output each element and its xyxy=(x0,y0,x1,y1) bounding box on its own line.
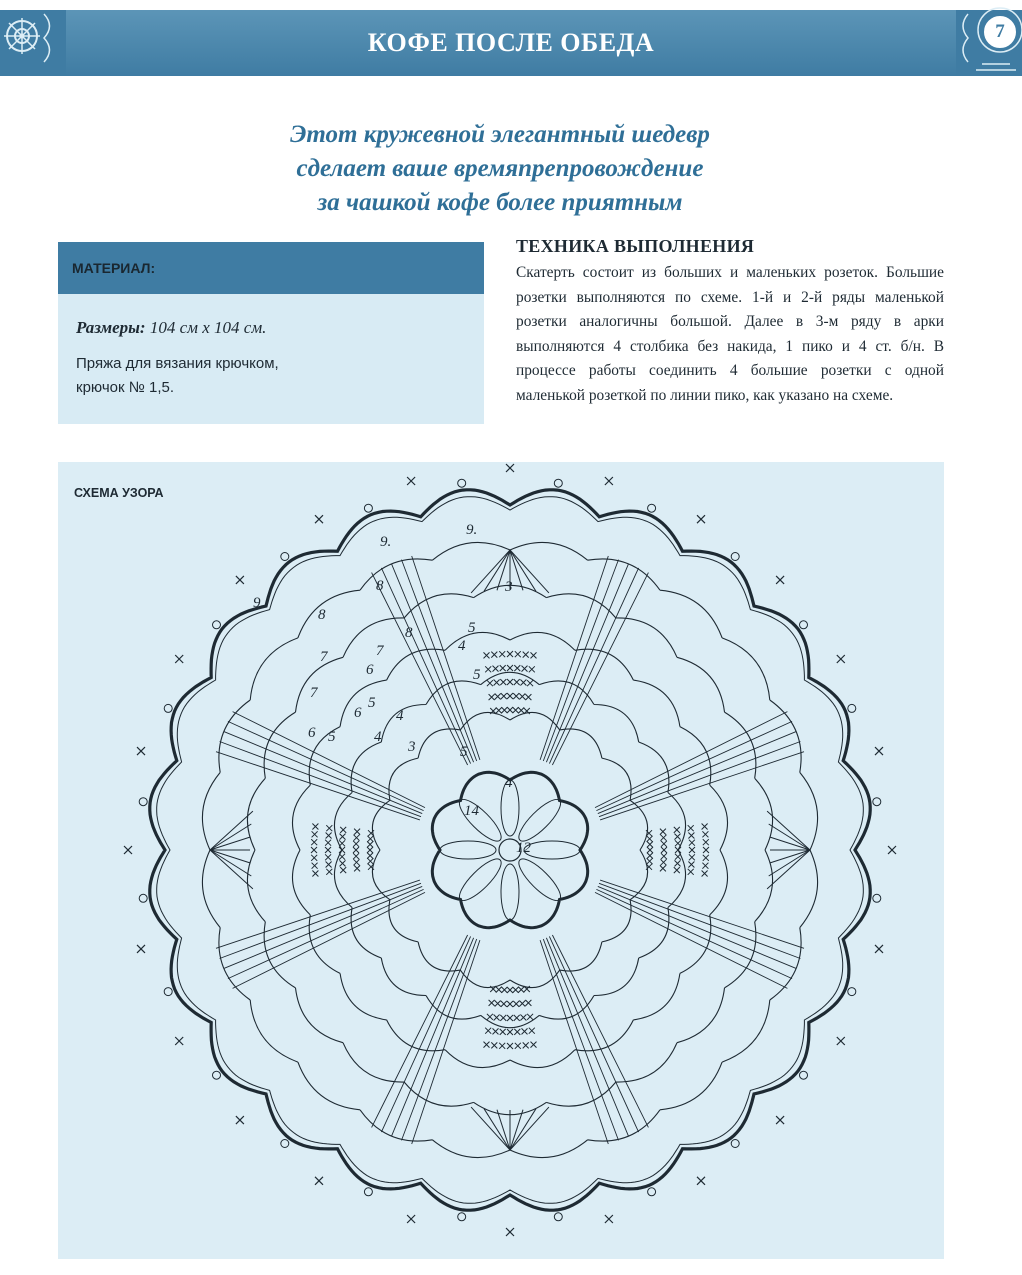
technique-text: Скатерть состоит из больших и маленьких розеток. Большие розетки выполняются по схеме. 1-й и 2-й ряды маленькой розетки аналогичны большой. Далее в 3-м ряду в арки выполняются 4 столбика без накида, 1 пико и 4 ст. б/н. В процессе работы соединить 4 большие розетки с одной маленькой розеткой по линии пико, как указано на схеме. xyxy=(516,264,944,404)
row-label: 12 xyxy=(516,840,531,856)
fan-stitch xyxy=(770,850,810,863)
radial-chain xyxy=(381,568,470,764)
radial-chain xyxy=(596,889,792,978)
radial-chain xyxy=(391,938,473,1137)
stitch-x-mark xyxy=(660,865,666,871)
stitch-x-mark xyxy=(484,1042,490,1048)
stitch-x-mark xyxy=(513,987,519,993)
stitch-x-mark xyxy=(507,1043,513,1049)
stitch-x-mark xyxy=(661,853,667,859)
picot-loop xyxy=(800,621,808,629)
fan-stitch xyxy=(210,824,251,850)
stitch-x-mark xyxy=(501,987,507,993)
stitch-x-mark xyxy=(647,858,653,864)
stitch-x-mark xyxy=(489,694,495,700)
stitch-x-mark xyxy=(367,836,373,842)
stitch-x-mark xyxy=(689,847,695,853)
radial-chain xyxy=(233,712,425,808)
stitch-x-mark xyxy=(675,860,681,866)
radial-chain xyxy=(549,568,638,764)
stitch-x-mark xyxy=(702,863,708,869)
stitch-x-mark xyxy=(496,707,502,713)
arch-ring-1 xyxy=(202,542,817,1157)
picot-loop xyxy=(648,504,656,512)
radial-chain xyxy=(552,935,648,1127)
stitch-x-mark xyxy=(522,666,528,672)
stitch-x-mark xyxy=(688,869,694,875)
stitch-x-mark xyxy=(501,1001,507,1007)
picot-loop xyxy=(364,1188,372,1196)
radial-chain xyxy=(372,935,468,1127)
stitch-x-mark xyxy=(531,1042,537,1048)
picot-mark xyxy=(137,747,145,755)
stitch-x-mark xyxy=(702,831,708,837)
stitch-x-mark xyxy=(674,867,680,873)
stitch-x-mark xyxy=(491,1042,497,1048)
row-label: 9. xyxy=(253,595,265,611)
row-label: 7 xyxy=(320,649,328,665)
row-label: 6 xyxy=(366,662,374,678)
stitch-x-mark xyxy=(514,679,520,685)
stitch-x-mark xyxy=(326,862,332,868)
center-petal xyxy=(514,794,566,846)
stitch-x-mark xyxy=(529,1028,535,1034)
yarn-line-1: Пряжа для вязания крючком, xyxy=(76,355,279,372)
stitch-x-mark xyxy=(507,987,513,993)
stitch-x-mark xyxy=(675,854,681,860)
center-petal xyxy=(440,841,496,859)
picot-loop xyxy=(458,1213,466,1221)
material-yarn xyxy=(76,352,484,400)
stitch-x-mark xyxy=(660,829,666,835)
radial-chain xyxy=(233,892,425,988)
stitch-x-mark xyxy=(703,839,709,845)
page-title: КОФЕ ПОСЛЕ ОБЕДА xyxy=(367,28,655,57)
stitch-x-mark xyxy=(647,836,653,842)
stitch-x-mark xyxy=(326,869,332,875)
stitch-x-mark xyxy=(496,987,502,993)
stitch-x-mark xyxy=(501,693,507,699)
tagline-line-3: за чашкой кофе более приятным xyxy=(317,189,683,216)
stitch-x-mark xyxy=(491,652,497,658)
center-petal xyxy=(524,841,580,859)
stitch-x-mark xyxy=(339,854,345,860)
stitch-x-mark xyxy=(354,859,360,865)
fan-stitch xyxy=(210,850,250,863)
material-box xyxy=(58,242,484,424)
picot-loop xyxy=(554,1213,562,1221)
stitch-x-mark xyxy=(525,1000,531,1006)
stitch-x-mark xyxy=(507,665,513,671)
picot-loop xyxy=(731,553,739,561)
stitch-x-mark xyxy=(529,666,535,672)
row-label: 3 xyxy=(505,579,513,595)
stitch-x-mark xyxy=(688,862,694,868)
stitch-x-mark xyxy=(507,707,513,713)
stitch-x-mark xyxy=(312,824,318,830)
stitch-x-mark xyxy=(689,840,695,846)
stitch-x-mark xyxy=(354,835,360,841)
stitch-x-mark xyxy=(325,847,331,853)
picot-loop xyxy=(139,798,147,806)
stitch-x-mark xyxy=(523,652,529,658)
stitch-x-mark xyxy=(518,707,524,713)
stitch-x-mark xyxy=(494,1015,500,1021)
stitch-x-mark xyxy=(325,854,331,860)
picot-mark xyxy=(776,1116,784,1124)
stitch-x-mark xyxy=(367,853,373,859)
picot-mark xyxy=(407,1215,415,1223)
row-label: 8 xyxy=(376,578,384,594)
radial-chain xyxy=(391,564,473,763)
fan-stitch xyxy=(770,837,810,850)
size-value: 104 см х 104 см. xyxy=(149,318,267,337)
stitch-x-mark xyxy=(688,833,694,839)
stitch-x-mark xyxy=(519,1001,525,1007)
stitch-x-mark xyxy=(520,680,526,686)
stitch-x-mark xyxy=(353,847,359,853)
radial-chain xyxy=(552,573,648,765)
picot-loop xyxy=(213,621,221,629)
stitch-x-mark xyxy=(507,651,513,657)
picot-mark xyxy=(875,747,883,755)
picot-mark xyxy=(837,655,845,663)
radial-chain xyxy=(595,712,787,808)
picot-mark xyxy=(175,655,183,663)
yarn-line-2: крючок № 1,5. xyxy=(76,379,174,396)
doily-diagram xyxy=(58,462,944,1259)
row-label: 7 xyxy=(310,685,318,701)
stitch-x-mark xyxy=(501,707,507,713)
picot-mark xyxy=(837,1037,845,1045)
technique-section xyxy=(516,236,944,408)
stitch-x-mark xyxy=(661,835,667,841)
stitch-x-mark xyxy=(515,1043,521,1049)
stitch-x-mark xyxy=(527,680,533,686)
fan-stitch xyxy=(767,850,810,889)
row-label: 8 xyxy=(405,625,413,641)
stitch-x-mark xyxy=(703,847,709,853)
row-label: 4 xyxy=(458,638,466,654)
stitch-x-mark xyxy=(507,1029,513,1035)
picot-mark xyxy=(315,1177,323,1185)
picot-mark xyxy=(236,1116,244,1124)
stitch-x-mark xyxy=(661,859,667,865)
center-petal xyxy=(514,854,566,906)
picot-loop xyxy=(281,1140,289,1148)
picot-mark xyxy=(697,1177,705,1185)
picot-mark xyxy=(236,576,244,584)
stitch-x-mark xyxy=(311,847,317,853)
picot-mark xyxy=(697,515,705,523)
stitch-x-mark xyxy=(353,841,359,847)
center-petal xyxy=(454,854,506,906)
row-label: 5 xyxy=(468,620,476,636)
fan-stitch xyxy=(767,811,810,850)
picot-loop xyxy=(364,504,372,512)
stitch-x-mark xyxy=(500,665,506,671)
stitch-x-mark xyxy=(311,839,317,845)
pattern-diagram-box xyxy=(58,462,944,1259)
picot-mark xyxy=(506,464,514,472)
picot-loop xyxy=(848,988,856,996)
radial-chain xyxy=(228,721,424,810)
stitch-x-mark xyxy=(339,840,345,846)
stitch-x-mark xyxy=(340,860,346,866)
picot-loop xyxy=(554,479,562,487)
stitch-x-mark xyxy=(484,652,490,658)
stitch-x-mark xyxy=(354,865,360,871)
stitch-x-mark xyxy=(647,841,653,847)
stitch-x-mark xyxy=(507,1015,513,1021)
center-flower-border xyxy=(432,772,587,927)
stitch-x-mark xyxy=(494,680,500,686)
stitch-x-mark xyxy=(500,679,506,685)
stitch-x-mark xyxy=(326,833,332,839)
picot-mark xyxy=(315,515,323,523)
row-label: 4 xyxy=(396,708,404,724)
picot-loop xyxy=(164,704,172,712)
picot-loop xyxy=(281,553,289,561)
arch-ring-4 xyxy=(334,672,685,1027)
stitch-x-mark xyxy=(703,855,709,861)
stitch-x-mark xyxy=(325,840,331,846)
stitch-x-mark xyxy=(514,1029,520,1035)
fan-stitch xyxy=(510,1110,523,1150)
radial-chain xyxy=(546,564,628,763)
radial-chain xyxy=(598,886,797,968)
center-petal xyxy=(501,864,519,920)
stitch-x-mark xyxy=(353,853,359,859)
stitch-x-mark xyxy=(493,1028,499,1034)
stitch-x-mark xyxy=(513,1001,519,1007)
picot-loop xyxy=(873,798,881,806)
stitch-x-mark xyxy=(675,847,681,853)
fan-stitch xyxy=(510,1107,549,1150)
technique-title: ТЕХНИКА ВЫПОЛНЕНИЯ xyxy=(516,236,755,256)
picot-mark xyxy=(776,576,784,584)
tagline xyxy=(180,118,820,220)
stitch-x-mark xyxy=(489,1000,495,1006)
stitch-x-mark xyxy=(340,827,346,833)
stitch-x-mark xyxy=(702,871,708,877)
stitch-x-mark xyxy=(525,694,531,700)
stitch-x-mark xyxy=(499,1043,505,1049)
stitch-x-mark xyxy=(519,694,525,700)
picot-mark xyxy=(875,945,883,953)
arch-ring-3 xyxy=(292,632,727,1067)
row-label: 6 xyxy=(308,725,316,741)
picot-mark xyxy=(506,1228,514,1236)
picot-mark xyxy=(407,477,415,485)
picot-loop xyxy=(873,894,881,902)
stitch-x-mark xyxy=(500,1029,506,1035)
page-number-badge: 7 xyxy=(982,14,1018,50)
stitch-x-mark xyxy=(527,1014,533,1020)
center-petal xyxy=(454,794,506,846)
stitch-x-mark xyxy=(507,693,513,699)
fan-stitch xyxy=(210,850,251,876)
row-label: 4 xyxy=(505,775,513,791)
row-label: 5 xyxy=(473,667,481,683)
row-label: 14 xyxy=(464,803,479,819)
radial-chain xyxy=(228,889,424,978)
stitch-x-mark xyxy=(367,847,373,853)
picot-loop xyxy=(848,704,856,712)
stitch-x-mark xyxy=(485,666,491,672)
stitch-x-mark xyxy=(500,1015,506,1021)
stitch-x-mark xyxy=(520,1015,526,1021)
radial-chain xyxy=(596,721,792,810)
stitch-x-mark xyxy=(367,858,373,864)
stitch-x-mark xyxy=(507,1001,513,1007)
stitch-x-mark xyxy=(340,867,346,873)
stitch-x-mark xyxy=(661,847,667,853)
picot-mark xyxy=(888,846,896,854)
stitch-x-mark xyxy=(487,1014,493,1020)
stitch-x-mark xyxy=(647,853,653,859)
row-label: 5 xyxy=(328,729,336,745)
stitch-x-mark xyxy=(513,707,519,713)
stitch-x-mark xyxy=(531,652,537,658)
stitch-x-mark xyxy=(661,841,667,847)
stitch-x-mark xyxy=(367,841,373,847)
tagline-line-1: Этот кружевной элегантный шедевр xyxy=(290,121,710,148)
radial-chain xyxy=(595,892,787,988)
picot-mark xyxy=(175,1037,183,1045)
row-label: 3 xyxy=(408,739,416,755)
row-label: 5 xyxy=(460,744,468,760)
fan-stitch xyxy=(497,1110,510,1150)
fan-stitch xyxy=(471,1107,510,1150)
radial-chain xyxy=(598,731,797,813)
row-label: 9. xyxy=(380,534,392,550)
stitch-x-mark xyxy=(311,855,317,861)
picot-loop xyxy=(731,1140,739,1148)
stitch-x-mark xyxy=(354,829,360,835)
material-size xyxy=(76,318,484,338)
radial-chain xyxy=(224,731,423,813)
picot-loop xyxy=(139,894,147,902)
fan-stitch xyxy=(769,824,810,850)
picot-loop xyxy=(213,1071,221,1079)
stitch-x-mark xyxy=(675,840,681,846)
picot-loop xyxy=(648,1188,656,1196)
fan-stitch xyxy=(210,837,250,850)
stitch-x-mark xyxy=(495,694,501,700)
stitch-x-mark xyxy=(702,824,708,830)
stitch-x-mark xyxy=(523,1042,529,1048)
row-label: 7 xyxy=(376,643,384,659)
stitch-x-mark xyxy=(312,831,318,837)
stitch-x-mark xyxy=(688,825,694,831)
stitch-x-mark xyxy=(518,987,524,993)
stitch-x-mark xyxy=(522,1028,528,1034)
stitch-x-mark xyxy=(515,651,521,657)
stitch-x-mark xyxy=(485,1028,491,1034)
stitch-x-mark xyxy=(339,847,345,853)
stitch-x-mark xyxy=(493,666,499,672)
diagram-title: СХЕМА УЗОРА xyxy=(74,486,164,500)
stitch-x-mark xyxy=(340,834,346,840)
picot-mark xyxy=(137,945,145,953)
stitch-x-mark xyxy=(514,665,520,671)
fan-stitch xyxy=(510,550,549,593)
stitch-x-mark xyxy=(507,679,513,685)
picot-loop xyxy=(458,479,466,487)
fan-stitch xyxy=(210,811,253,850)
stitch-x-mark xyxy=(647,847,653,853)
picot-loop xyxy=(164,988,172,996)
picot-loop xyxy=(800,1071,808,1079)
stitch-x-mark xyxy=(513,693,519,699)
size-label: Размеры: xyxy=(76,318,146,337)
row-label: 4 xyxy=(374,729,382,745)
page-header xyxy=(0,0,1022,80)
row-label: 9. xyxy=(466,522,478,538)
row-label: 6 xyxy=(354,705,362,721)
stitch-x-mark xyxy=(675,834,681,840)
row-label: 8 xyxy=(318,607,326,623)
fan-stitch xyxy=(210,850,253,889)
tagline-line-2: сделает ваше времяпрепровождение xyxy=(296,155,704,182)
stitch-x-mark xyxy=(674,827,680,833)
radial-chain xyxy=(224,886,423,968)
stitch-x-mark xyxy=(326,825,332,831)
row-label: 5 xyxy=(368,695,376,711)
radial-chain xyxy=(381,936,470,1132)
picot-mark xyxy=(605,1215,613,1223)
picot-mark xyxy=(124,846,132,854)
fan-stitch xyxy=(769,850,810,876)
material-heading: МАТЕРИАЛ: xyxy=(58,242,484,294)
picot-mark xyxy=(605,477,613,485)
stitch-x-mark xyxy=(499,651,505,657)
stitch-x-mark xyxy=(689,854,695,860)
radial-chain xyxy=(372,573,468,765)
stitch-x-mark xyxy=(312,863,318,869)
stitch-x-mark xyxy=(495,1001,501,1007)
radial-chain xyxy=(549,936,638,1132)
radial-chain xyxy=(546,938,628,1137)
stitch-x-mark xyxy=(312,871,318,877)
stitch-x-mark xyxy=(514,1015,520,1021)
stitch-x-mark xyxy=(487,680,493,686)
